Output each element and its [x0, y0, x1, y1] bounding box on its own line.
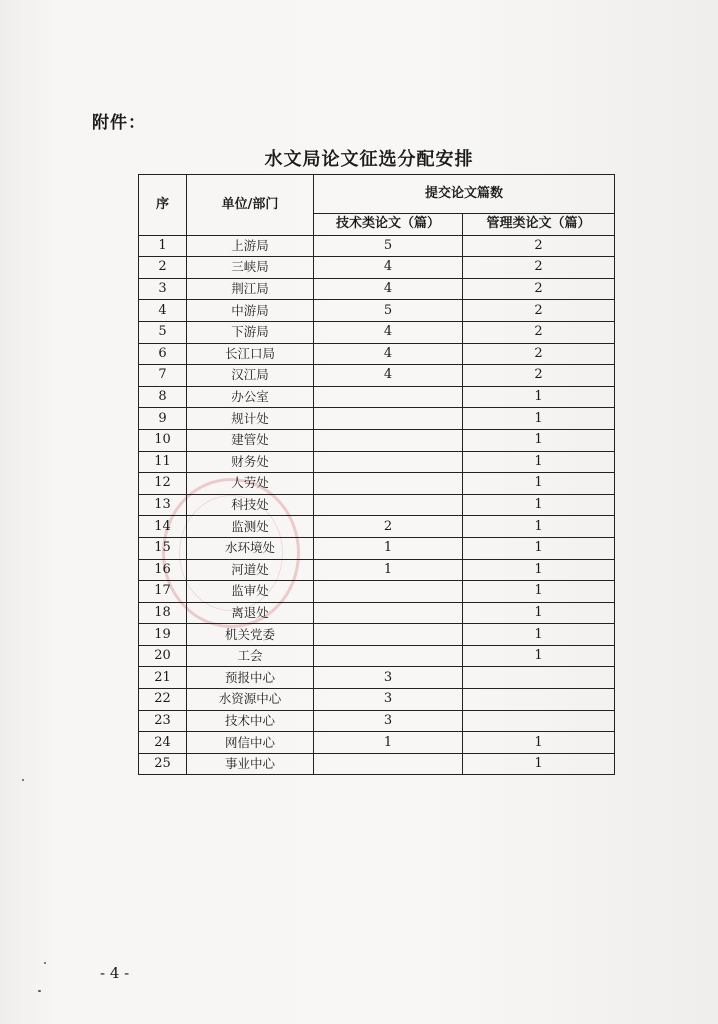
scan-speck — [38, 990, 41, 992]
row-index-cell: 17 — [139, 581, 187, 603]
attachment-label: 附件： — [92, 113, 146, 133]
row-unit-cell: 荆江局 — [187, 278, 314, 300]
row-mgmt-count-cell: 2 — [463, 235, 615, 257]
row-tech-count-cell — [314, 602, 463, 624]
table-row — [139, 753, 615, 775]
header-unit: 单位/部门 — [187, 175, 314, 236]
row-unit-cell: 离退处 — [187, 602, 314, 624]
header-mgmt-papers: 管理类论文（篇） — [463, 214, 615, 236]
row-mgmt-count-cell: 1 — [463, 516, 615, 538]
row-index-cell: 15 — [139, 537, 187, 559]
row-unit-cell: 机关党委 — [187, 624, 314, 646]
row-tech-count-cell — [314, 624, 463, 646]
table-row — [139, 624, 615, 646]
row-unit-cell: 人劳处 — [187, 473, 314, 495]
row-tech-count-cell: 4 — [314, 365, 463, 387]
row-index-cell: 13 — [139, 494, 187, 516]
row-tech-count-cell — [314, 429, 463, 451]
row-unit-cell: 长江口局 — [187, 343, 314, 365]
row-index-cell: 7 — [139, 365, 187, 387]
row-index-cell: 3 — [139, 278, 187, 300]
row-index-cell: 5 — [139, 321, 187, 343]
table-row — [139, 386, 615, 408]
row-index-cell: 11 — [139, 451, 187, 473]
table-row — [139, 257, 615, 279]
table-row — [139, 321, 615, 343]
row-tech-count-cell: 4 — [314, 343, 463, 365]
row-unit-cell: 财务处 — [187, 451, 314, 473]
row-mgmt-count-cell: 1 — [463, 624, 615, 646]
row-mgmt-count-cell: 1 — [463, 559, 615, 581]
row-mgmt-count-cell: 1 — [463, 451, 615, 473]
row-tech-count-cell — [314, 451, 463, 473]
row-index-cell: 20 — [139, 645, 187, 667]
row-index-cell: 21 — [139, 667, 187, 689]
table-row — [139, 429, 615, 451]
row-tech-count-cell: 5 — [314, 235, 463, 257]
row-mgmt-count-cell: 2 — [463, 278, 615, 300]
row-unit-cell: 工会 — [187, 645, 314, 667]
row-mgmt-count-cell: 2 — [463, 257, 615, 279]
table-row — [139, 408, 615, 430]
table-row — [139, 689, 615, 711]
row-index-cell: 16 — [139, 559, 187, 581]
row-unit-cell: 建管处 — [187, 429, 314, 451]
row-index-cell: 12 — [139, 473, 187, 495]
row-index-cell: 19 — [139, 624, 187, 646]
row-tech-count-cell: 2 — [314, 516, 463, 538]
row-tech-count-cell: 1 — [314, 537, 463, 559]
row-unit-cell: 监审处 — [187, 581, 314, 603]
table-row — [139, 645, 615, 667]
table-row — [139, 451, 615, 473]
row-unit-cell: 预报中心 — [187, 667, 314, 689]
row-index-cell: 8 — [139, 386, 187, 408]
row-mgmt-count-cell: 1 — [463, 473, 615, 495]
row-tech-count-cell — [314, 645, 463, 667]
page-number: - 4 - — [100, 964, 130, 982]
row-mgmt-count-cell: 1 — [463, 602, 615, 624]
row-index-cell: 1 — [139, 235, 187, 257]
row-unit-cell: 办公室 — [187, 386, 314, 408]
row-tech-count-cell: 3 — [314, 689, 463, 711]
row-tech-count-cell — [314, 473, 463, 495]
table-row — [139, 602, 615, 624]
row-index-cell: 9 — [139, 408, 187, 430]
row-mgmt-count-cell: 1 — [463, 581, 615, 603]
row-index-cell: 24 — [139, 732, 187, 754]
row-unit-cell: 水资源中心 — [187, 689, 314, 711]
row-mgmt-count-cell — [463, 689, 615, 711]
row-unit-cell: 上游局 — [187, 235, 314, 257]
row-unit-cell: 技术中心 — [187, 710, 314, 732]
header-tech-papers: 技术类论文（篇） — [314, 214, 463, 236]
table-row — [139, 235, 615, 257]
row-tech-count-cell: 4 — [314, 278, 463, 300]
row-mgmt-count-cell — [463, 667, 615, 689]
row-mgmt-count-cell: 1 — [463, 753, 615, 775]
row-index-cell: 14 — [139, 516, 187, 538]
row-mgmt-count-cell: 1 — [463, 645, 615, 667]
row-unit-cell: 汉江局 — [187, 365, 314, 387]
row-tech-count-cell — [314, 753, 463, 775]
table-row — [139, 278, 615, 300]
table-row — [139, 732, 615, 754]
table-row — [139, 473, 615, 495]
table-row — [139, 710, 615, 732]
row-tech-count-cell: 1 — [314, 732, 463, 754]
row-mgmt-count-cell — [463, 710, 615, 732]
row-index-cell: 4 — [139, 300, 187, 322]
row-unit-cell: 科技处 — [187, 494, 314, 516]
row-mgmt-count-cell: 1 — [463, 732, 615, 754]
row-index-cell: 2 — [139, 257, 187, 279]
row-unit-cell: 事业中心 — [187, 753, 314, 775]
row-unit-cell: 规计处 — [187, 408, 314, 430]
row-index-cell: 22 — [139, 689, 187, 711]
table-row — [139, 365, 615, 387]
row-tech-count-cell: 3 — [314, 710, 463, 732]
table-row — [139, 559, 615, 581]
row-unit-cell: 网信中心 — [187, 732, 314, 754]
row-unit-cell: 三峡局 — [187, 257, 314, 279]
table-row — [139, 581, 615, 603]
scan-speck — [22, 779, 24, 781]
allocation-table — [138, 174, 615, 775]
row-tech-count-cell: 3 — [314, 667, 463, 689]
document-title: 水文局论文征选分配安排 — [264, 149, 474, 170]
table-row — [139, 300, 615, 322]
row-index-cell: 18 — [139, 602, 187, 624]
row-mgmt-count-cell: 1 — [463, 429, 615, 451]
row-tech-count-cell — [314, 494, 463, 516]
row-mgmt-count-cell: 2 — [463, 321, 615, 343]
row-mgmt-count-cell: 2 — [463, 343, 615, 365]
row-tech-count-cell: 4 — [314, 321, 463, 343]
row-index-cell: 23 — [139, 710, 187, 732]
row-mgmt-count-cell: 1 — [463, 537, 615, 559]
table-row — [139, 516, 615, 538]
row-tech-count-cell: 5 — [314, 300, 463, 322]
table-row — [139, 343, 615, 365]
row-unit-cell: 河道处 — [187, 559, 314, 581]
table-row — [139, 667, 615, 689]
row-mgmt-count-cell: 1 — [463, 408, 615, 430]
row-mgmt-count-cell: 2 — [463, 300, 615, 322]
row-unit-cell: 中游局 — [187, 300, 314, 322]
table-row — [139, 494, 615, 516]
row-index-cell: 6 — [139, 343, 187, 365]
row-unit-cell: 监测处 — [187, 516, 314, 538]
row-mgmt-count-cell: 2 — [463, 365, 615, 387]
row-tech-count-cell — [314, 386, 463, 408]
header-index: 序 — [139, 175, 187, 236]
row-index-cell: 10 — [139, 429, 187, 451]
row-tech-count-cell: 1 — [314, 559, 463, 581]
row-unit-cell: 水环境处 — [187, 537, 314, 559]
row-index-cell: 25 — [139, 753, 187, 775]
allocation-table-body — [139, 235, 615, 775]
header-paper-count: 提交论文篇数 — [314, 175, 615, 214]
row-tech-count-cell: 4 — [314, 257, 463, 279]
row-mgmt-count-cell: 1 — [463, 494, 615, 516]
row-unit-cell: 下游局 — [187, 321, 314, 343]
row-tech-count-cell — [314, 408, 463, 430]
scan-speck — [44, 962, 46, 964]
row-mgmt-count-cell: 1 — [463, 386, 615, 408]
row-tech-count-cell — [314, 581, 463, 603]
table-row — [139, 537, 615, 559]
